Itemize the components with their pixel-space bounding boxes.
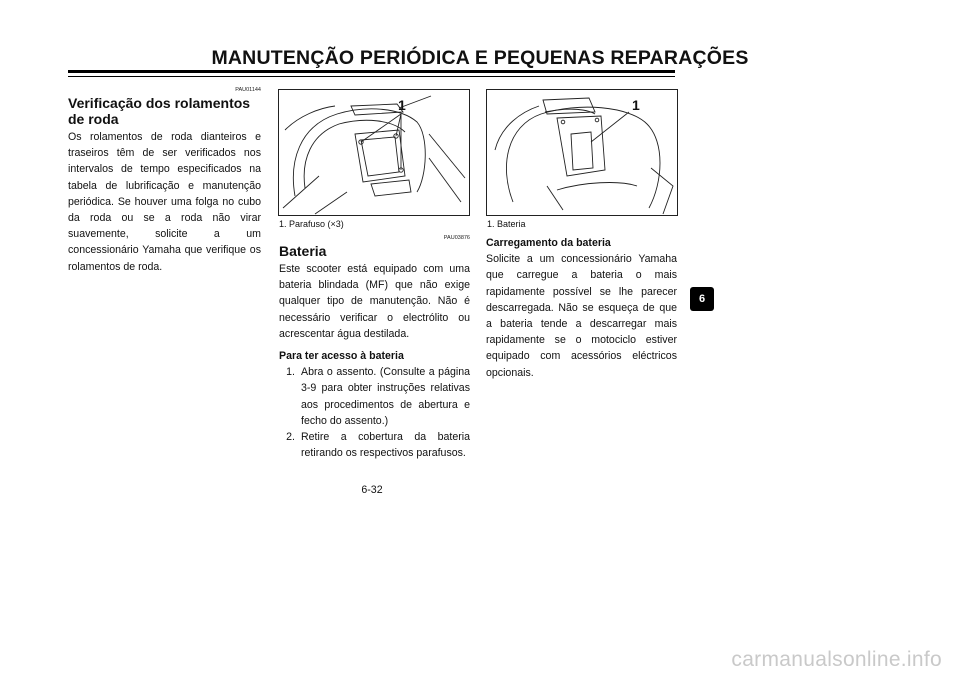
section-code: PAU01144 xyxy=(235,87,261,93)
wheel-bearings-section xyxy=(68,87,261,275)
figure-battery-location xyxy=(486,89,678,216)
steps-list xyxy=(279,364,470,461)
section-heading: Bateria xyxy=(279,243,327,259)
chapter-tab: 6 xyxy=(690,287,714,311)
step-text: Retire a cobertura da bateria retirando os respectivos parafusos. xyxy=(301,431,470,460)
section-code: PAU03876 xyxy=(443,235,470,241)
list-item xyxy=(279,364,470,429)
figure-caption: 1. Parafuso (×3) xyxy=(279,219,344,229)
header-rule-thin xyxy=(68,76,675,77)
list-item xyxy=(279,429,470,461)
subsection-heading: Carregamento da bateria xyxy=(486,237,611,249)
battery-charging-section xyxy=(486,235,677,381)
battery-illustration xyxy=(487,90,677,215)
page-number: 6-32 xyxy=(361,484,383,496)
figure-caption: 1. Bateria xyxy=(487,219,526,229)
battery-section xyxy=(279,235,470,461)
section-heading: Verificação dos rolamentos de roda xyxy=(68,95,251,127)
step-text: Abra o assento. (Consulte a página 3-9 para obter instruções relativas aos procedimentos de abertura e fecho do assento.) xyxy=(301,366,470,427)
section-paragraph: Solicite a um concessionário Yamaha que carregue a bateria o mais rapidamente possível se lhe parecer descarregada. Não se esqueça de que a bateria tende a descarregar mais rapidamente se o motociclo estiver equipado com acessórios eléctricos opcionais. xyxy=(486,253,677,379)
step-number: 1. xyxy=(286,366,295,379)
figure-callout-label: 1 xyxy=(398,97,406,113)
page-title: MANUTENÇÃO PERIÓDICA E PEQUENAS REPARAÇÕES xyxy=(211,47,749,69)
battery-cover-illustration xyxy=(279,90,469,215)
watermark: carmanualsonline.info xyxy=(731,648,942,671)
figure-callout-label: 1 xyxy=(632,97,640,113)
step-number: 2. xyxy=(286,431,295,444)
figure-battery-cover-screws xyxy=(278,89,470,216)
section-paragraph: Os rolamentos de roda dianteiros e traseiros têm de ser verificados nos intervalos de tempo especificados na tabela de lubrificação e manutenção periódica. Se houver uma folga no cubo da roda ou se a roda não virar suavemente, solicite a um concessionário Yamaha que verifique os rolamentos de roda. xyxy=(68,131,261,273)
section-paragraph: Este scooter está equipado com uma bateria blindada (MF) que não exige qualquer tipo de manutenção. Não é necessário verificar o electrólito ou acrescentar água destilada. xyxy=(279,263,470,340)
subsection-heading: Para ter acesso à bateria xyxy=(279,350,404,363)
header-rule-thick xyxy=(68,70,675,73)
